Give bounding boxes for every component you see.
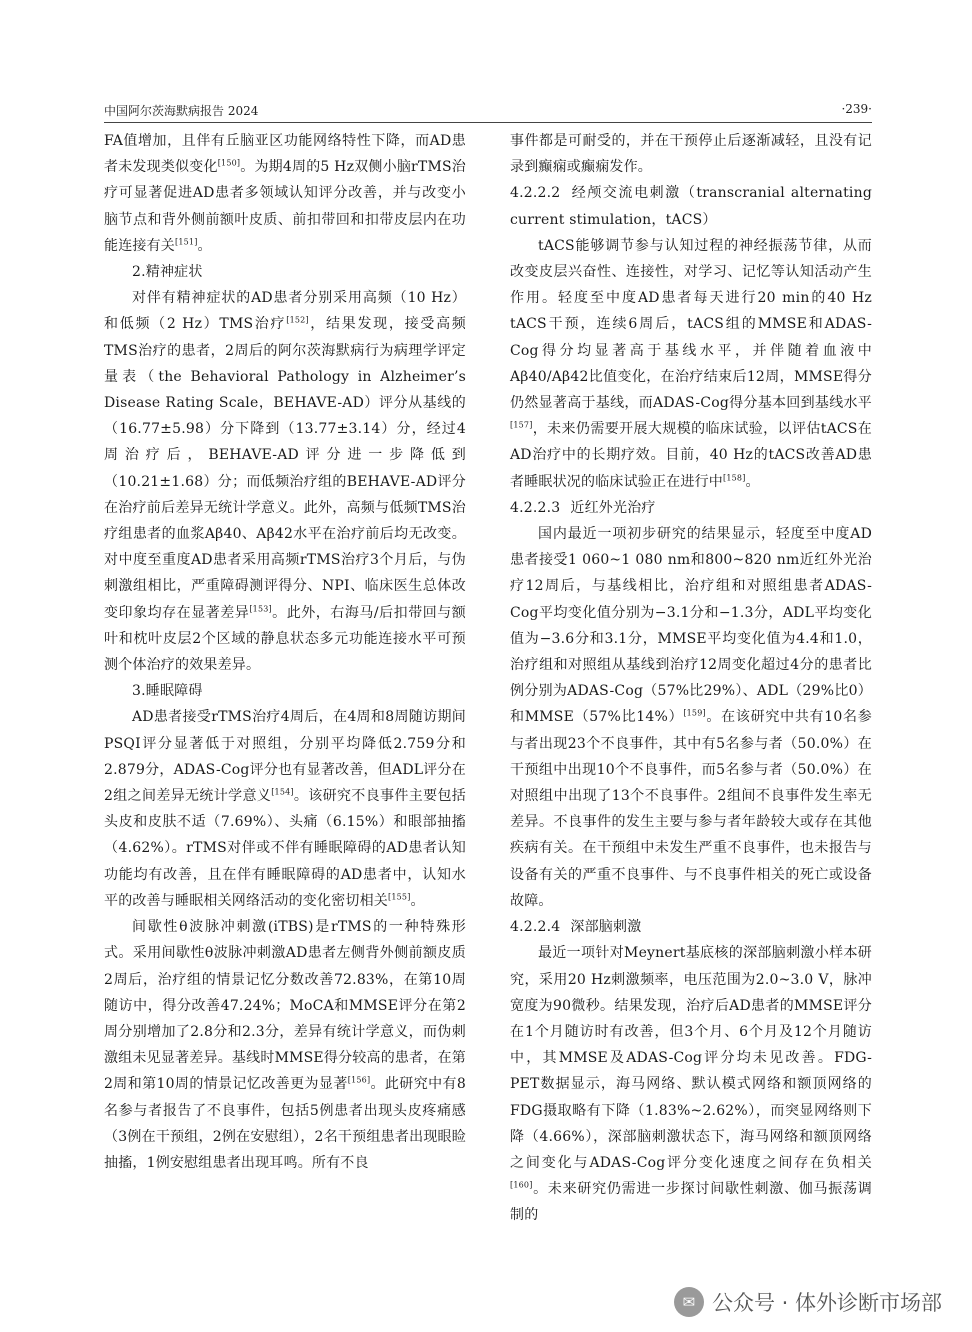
watermark-text: 公众号 · 体外诊断市场部: [711, 1291, 942, 1315]
subsection-heading: 4.2.2.2 经颅交流电刺激（transcranial alternating current stimulation，tACS）: [510, 185, 872, 228]
citation: [158]: [723, 472, 746, 482]
left-column: [104, 128, 466, 1176]
citation: [159]: [683, 708, 706, 718]
citation: [154]: [271, 787, 294, 797]
citation: [157]: [510, 420, 533, 430]
paragraph: 最近一项针对Meynert基底核的深部脑刺激小样本研究，采用20 Hz刺激频率，电压范围为2.0~3.0 V，脉冲宽度为90微秒。结果发现，治疗后AD患者的MMSE评分在1个月随访时有改善，但3个月、6个月及12个月随访中，其MMSE及ADAS-Cog评分均未见改善。FDG-PET数据显示，海马网络、默认模式网络和额顶网络的FDG摄取略有下降（1.83%~2.62%），而突显网络则下降（4.66%），深部脑刺激状态下，海马网络和额顶网络之间变化与ADAS-Cog评分变化速度之间存在负相关[160]。未来研究仍需进一步探讨间歇性刺激、伽马振荡调制的: [510, 945, 872, 1224]
citation: [153]: [249, 604, 272, 613]
wechat-logo-icon: ✉: [674, 1287, 704, 1317]
paragraph: FA值增加，且伴有丘脑亚区功能网络特性下降，而AD患者未发现类似变化[150]。为期4周的5 Hz双侧小脑rTMS治疗可显著促进AD患者多领域认知评分改善，并与改变小脑节点和背外侧前额叶皮质、前扣带回和扣带皮层内在功能连接有关[151]。: [104, 133, 466, 254]
paragraph: tACS能够调节参与认知过程的神经振荡节律，从而改变皮层兴奋性、连接性，对学习、记忆等认知活动产生作用。轻度至中度AD患者每天进行20 min的40 Hz tACS干预，连续6周后，tACS组的MMSE和ADAS-Cog得分均显著高于基线水平，并伴随着血液中Aβ40/Aβ42比值变化，在治疗结束后12周，MMSE得分仍然显著高于基线，而ADAS-Cog得分基本回到基线水平[157]，未来仍需要开展大规模的临床试验，以评估tACS在AD治疗中的长期疗效。目前，40 Hz的tACS改善AD患者睡眠状况的临床试验正在进行中[158]。: [510, 237, 872, 490]
section-heading: 3.睡眠障碍: [132, 683, 203, 700]
section-heading: 2.精神症状: [132, 264, 203, 281]
subsection-heading: 4.2.2.4 深部脑刺激: [510, 919, 642, 936]
paragraph: 间歇性θ波脉冲刺激(iTBS)是rTMS的一种特殊形式。采用间歇性θ波脉冲刺激AD患者左侧背外侧前额皮质2周后，治疗组的情景记忆分数改善72.83%，在第10周随访中，得分改善47.24%；MoCA和MMSE评分在第2周分别增加了2.8分和2.3分，差异有统计学意义，而伪刺激组未见显著差异。基线时MMSE得分较高的患者，在第2周和第10周的情景记忆改善更为显著[156]。此研究中有8名参与者报告了不良事件，包括5例患者出现头皮疼痛感（3例在干预组，2例在安慰组），2名干预组患者出现眼睑抽搐，1例安慰组患者出现耳鸣。所有不良: [104, 919, 467, 1171]
subsection-heading: 4.2.2.3 近红外光治疗: [510, 499, 656, 516]
right-column: [510, 128, 872, 1229]
citation: [156]: [347, 1075, 371, 1085]
citation: [152]: [286, 315, 309, 325]
page-number: ·239·: [841, 102, 872, 116]
paragraph: 国内最近一项初步研究的结果显示，轻度至中度AD患者接受1 060~1 080 nm和800~820 nm近红外光治疗12周后，与基线相比，治疗组和对照组患者ADAS-Cog平均变化值分别为−3.1分和−1.3分，ADL平均变化值为−3.6分和3.1分，MMSE平均变化值为4.4和1.0，治疗组和对照组从基线到治疗12周变化超过4分的患者比例分别为ADAS-Cog（57%比29%）、ADL（29%比0）和MMSE（57%比14%）[159]。在该研究中共有10名参与者出现23个不良事件，其中有5名参与者（50.0%）在干预组中出现10个不良事件，而5名参与者（50.0%）在对照组中出现了13个不良事件。2组间不良事件发生率无差异。不良事件的发生主要与参与者年龄较大或存在其他疾病有关。在干预组中未发生严重不良事件，也未报告与设备有关的严重不良事件、与不良事件相关的死亡或设备故障。: [510, 526, 873, 909]
header-rule: [104, 122, 872, 123]
citation: [151]: [175, 237, 198, 247]
citation: [150]: [217, 158, 241, 168]
paragraph: 对伴有精神症状的AD患者分别采用高频（10 Hz）和低频（2 Hz）TMS治疗[152]，结果发现，接受高频TMS治疗的患者，2周后的阿尔茨海默病行为病理学评定量表（the Behavioral Pathology in Alzheimer’s Disease Rating Scale，BEHAVE-AD）评分从基线的（16.77±5.98）分下降到（13.77±3.14）分，经过4周治疗后，BEHAVE-AD评分进一步降低到（10.21±1.68）分；而低频治疗组的BEHAVE-AD评分在治疗前后差异无统计学意义。此外，高频与低频TMS治疗组患者的血浆Aβ40、Aβ42水平在治疗前后均无改变。对中度至重度AD患者采用高频rTMS治疗3个月后，与伪刺激组相比，严重障碍测评得分、NPI、临床医生总体改变印象均存在显著差异[153]。此外，右海马/后扣带回与额叶和枕叶皮层2个区域的静息状态多元功能连接水平可预测个体治疗的效果差异。: [104, 290, 466, 674]
citation: [155]: [388, 892, 411, 902]
running-header: [104, 98, 872, 122]
book-title: 中国阿尔茨海默病报告 2024: [104, 104, 259, 118]
wechat-watermark: [674, 1282, 942, 1322]
citation: [160]: [510, 1180, 533, 1190]
paragraph: 事件都是可耐受的，并在干预停止后逐渐减轻，且没有记录到癫痫或癫痫发作。: [510, 133, 872, 176]
paragraph: AD患者接受rTMS治疗4周后，在4周和8周随访期间PSQI评分显著低于对照组，分别平均降低2.759分和2.879分，ADAS-Cog评分也有显著改善，但ADL评分在2组之间差异无统计学意义[154]。该研究不良事件主要包括头皮和皮肤不适（7.69%）、头痛（6.15%）和眼部抽搐（4.62%）。rTMS对伴或不伴有睡眠障碍的AD患者认知功能均有改善，且在伴有睡眠障碍的AD患者中，认知水平的改善与睡眠相关网络活动的变化密切相关[155]。: [104, 709, 467, 909]
